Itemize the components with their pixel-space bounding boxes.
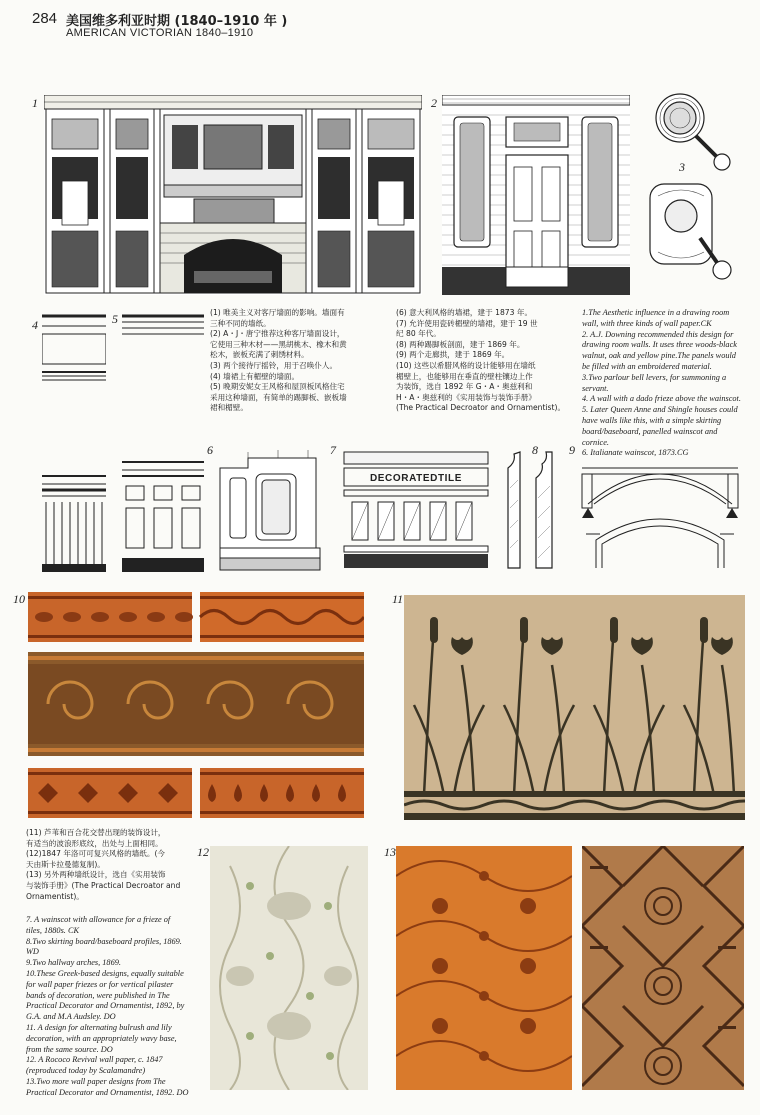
bulrush-lily-wallpaper-illustration	[404, 595, 745, 820]
caption-cn-1-5: (1) 唯美主义对客厅墙面的影响。墙面有 三种不同的墙纸。 (2) A・J・唐宁推荐这种客厅墙面设计， 它使用三种木材——黑胡桃木、橡木和黄 松木，嵌板充满了刺绣材料。 (3) 两个接待厅摇铃，用于召唤仆人。 (4) 墙裙上有楣壁的墙面。 (5) 晚期安妮女王风格和屋顶板风格住宅 采用这种墙面，有简单的踢脚板、嵌板墙 裙和楣壁。	[210, 308, 347, 413]
greek-key-wallpaper-design-illustration	[582, 846, 744, 1090]
orange-wallpaper-design-illustration	[396, 846, 572, 1090]
queen-anne-wall-illustration	[122, 312, 204, 572]
caption-en-1-6: 1.The Aesthetic influence in a drawing room wall, with three kinds of wall paper.CK 2. A.J. Downing recommended this design for drawing room walls. It uses three woods-black walnut, oak and yellow pine.The panels would be filled with an embroidered material. 3.Two parlour bell levers, for summoning a servant. 4. A wall with a dado frieze above the wainscot. 5. Later Queen Anne and Shingle houses could have walls like this, with a simple skirting board/baseboard, panelled wainscot and cornice. 6. Italianate wainscot, 1873.CG	[582, 308, 741, 458]
page-number: 284	[32, 10, 58, 27]
caption-cn-11-13: (11) 芦苇和百合花交替出现的装饰设计， 有适当的波浪形底纹，出处与上面相同。 (12)1847 年洛可可复兴风格的墙纸。(今 天由斯卡拉曼德复制)。 (13) 另外两种墙纸设计，选自《实用装饰 与装饰手册》(The Practical Decroator and Ornamentist)。	[26, 828, 181, 901]
figure-number-13: 13	[384, 845, 396, 859]
figure-number-9: 9	[569, 443, 575, 457]
caption-cn-6-10: (6) 意大利风格的墙裙，建于 1873 年。 (7) 允许使用瓷砖楣壁的墙裙，建于 19 世 纪 80 年代。 (8) 两种踢脚板剖面，建于 1869 年。 (9) 两个走廊拱，建于 1869 年。 (10) 这些以希腊风格的设计能够用在墙纸 楣壁上，也能够用在垂直的壁柱镶边上作 为装饰，选自 1892 年 G・A・奥兹利和 H・A・奥兹利的《实用装饰与装饰手册》 (The Practical Decroator and Ornamentist)。	[396, 308, 566, 413]
rococo-revival-wallpaper-illustration	[210, 846, 368, 1090]
figure-number-11: 11	[392, 592, 404, 606]
page-title-chinese: 美国维多利亚时期 (1840–1910 年 )	[66, 14, 288, 29]
tile-frieze-wainscot-illustration	[342, 448, 490, 572]
figure-number-7: 7	[330, 443, 336, 457]
downing-drawing-room-wall-illustration	[442, 95, 630, 295]
figure-number-3: 3	[679, 160, 685, 174]
figure-number-8: 8	[532, 443, 538, 457]
figure-number-5: 5	[112, 312, 118, 326]
figure-number-4: 4	[32, 318, 38, 332]
figure-number-6: 6	[207, 443, 213, 457]
dado-frieze-wall-illustration	[42, 312, 106, 572]
italianate-wainscot-illustration	[218, 448, 322, 572]
figure-number-2: 2	[431, 96, 437, 110]
figure-number-1: 1	[32, 96, 38, 110]
page-title-english: AMERICAN VICTORIAN 1840–1910	[66, 27, 254, 39]
greek-frieze-designs-illustration	[28, 592, 364, 820]
tile-frieze-text: DECORATEDTILE	[369, 473, 463, 484]
figure-number-12: 12	[197, 845, 209, 859]
skirting-board-profiles-illustration	[500, 448, 558, 572]
drawing-room-wall-illustration	[44, 95, 422, 295]
parlour-bell-levers-illustration	[640, 88, 740, 293]
caption-en-7-13: 7. A wainscot with allowance for a frieze of tiles, 1880s. CK 8.Two skirting board/baseboard profiles, 1869. WD 9.Two hallway arches, 1869. 10.These Greek-based designs, equally suitable for wall paper friezes or for vertical pilaster bands of decoration, were published in The Practical Decorator and Ornamentist, 1892, by G.A. and M.A Audsley. DO 11. A design for alternating bulrush and lily decoration, with an appropriately wavy base, from the same source. DO 12. A Rococo Revival wall paper, c. 1847 (reproduced today by Scalamandre) 13.Two more wall paper designs from The Practical Decorator and Ornamentist, 1892. DO	[26, 915, 189, 1097]
figure-number-10: 10	[13, 592, 25, 606]
hallway-arches-illustration	[580, 448, 740, 572]
